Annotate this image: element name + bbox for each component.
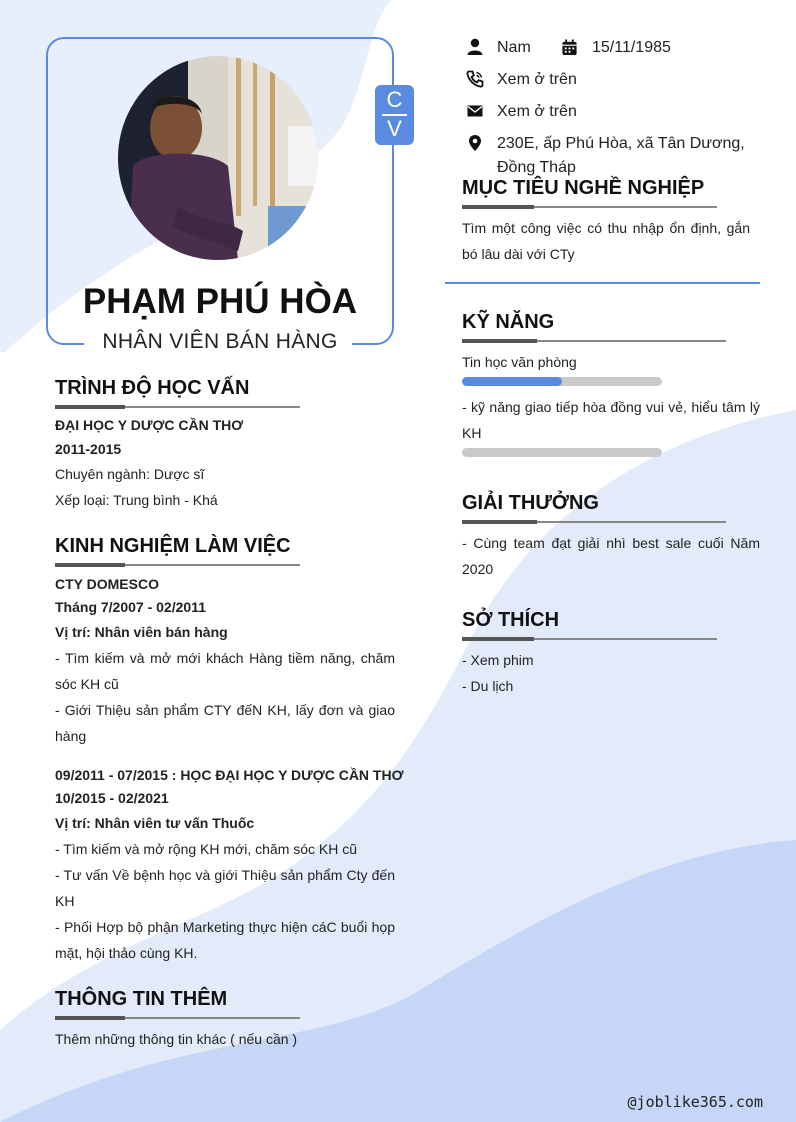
candidate-name: PHẠM PHÚ HÒA [82, 282, 358, 321]
job-1-position: Vị trí: Nhân viên bán hàng [55, 624, 228, 640]
job-2-period: 10/2015 - 02/2021 [55, 790, 169, 806]
additional-title: THÔNG TIN THÊM [55, 988, 228, 1010]
job-2-duty: - Tìm kiếm và mở rộng KH mới, chăm sóc KH cũ [55, 841, 358, 857]
email-value: Xem ở trên [497, 103, 577, 120]
education-period: 2011-2015 [55, 441, 122, 457]
skills-title: KỸ NĂNG [462, 311, 555, 333]
skills-rule-accent [462, 339, 537, 343]
skill-bar-fill [462, 377, 562, 386]
education-major: Chuyên ngành: Dược sĩ [55, 466, 205, 482]
additional-rule-accent [55, 1016, 125, 1020]
job-2-position: Vị trí: Nhân viên tư vấn Thuốc [55, 815, 255, 831]
hobbies-rule-accent [462, 637, 534, 641]
awards-title: GIẢI THƯỞNG [462, 492, 599, 514]
skill-bar [462, 448, 662, 457]
calendar-icon [561, 39, 578, 56]
job-2-company: 09/2011 - 07/2015 : HỌC ĐẠI HỌC Y DƯỢC CẦN THƠ [55, 767, 404, 783]
address-line-1: 230E, ấp Phú Hòa, xã Tân Dương, [497, 135, 745, 152]
candidate-role: NHÂN VIÊN BÁN HÀNG [102, 330, 338, 353]
hobbies-title: SỞ THÍCH [462, 609, 560, 631]
cv-badge [375, 85, 414, 145]
skill-label: Tin học văn phòng [462, 354, 577, 370]
objective-rule-accent [462, 205, 534, 209]
footer-watermark: @joblike365.com [627, 1093, 763, 1111]
job-2-duty: - Tư vấn Về bệnh học và giới Thiệu sản phẩm Cty đến KH [55, 867, 395, 909]
location-pin-icon [466, 134, 484, 152]
birthday-value: 15/11/1985 [592, 39, 671, 56]
job-1-duty: - Giới Thiệu sản phẩm CTY đếN KH, lấy đơn và giao hàng [55, 702, 395, 744]
skill-label: - kỹ năng giao tiếp hòa đồng vui vẻ, hiểu tâm lý KH [462, 399, 760, 441]
avatar [118, 56, 318, 260]
job-1-period: Tháng 7/2007 - 02/2011 [55, 599, 206, 615]
cv-badge-v: V [387, 116, 402, 141]
hobby-item: - Du lịch [462, 678, 514, 694]
skill-bar [462, 377, 662, 386]
cv-badge-c: C [386, 87, 403, 112]
phone-value: Xem ở trên [497, 71, 577, 88]
additional-text: Thêm những thông tin khác ( nếu cần ) [55, 1031, 298, 1047]
avatar-photo [118, 56, 318, 260]
education-title: TRÌNH ĐỘ HỌC VẤN [55, 377, 250, 399]
user-icon [466, 38, 484, 56]
section-divider [445, 282, 760, 284]
objective-title: MỤC TIÊU NGHỀ NGHIỆP [462, 177, 705, 199]
education-grade: Xếp loại: Trung bình - Khá [55, 492, 218, 508]
objective-text: Tìm một công việc có thu nhập ổn định, gắn bó lâu dài với CTy [462, 220, 750, 262]
experience-rule-accent [55, 563, 125, 567]
job-1-duty: - Tìm kiếm và mở mới khách Hàng tiềm năng, chăm sóc KH cũ [55, 650, 395, 692]
experience-title: KINH NGHIỆM LÀM VIỆC [55, 535, 291, 557]
hobby-item: - Xem phim [462, 652, 534, 668]
envelope-icon [466, 102, 484, 120]
job-1-company: CTY DOMESCO [55, 576, 159, 592]
job-2-duty: - Phối Hợp bộ phận Marketing thực hiện cáC buổi họp mặt, hội thảo cùng KH. [55, 919, 395, 961]
address-line-2: Đồng Tháp [497, 159, 576, 176]
phone-icon [466, 70, 484, 88]
education-rule-accent [55, 405, 125, 409]
awards-text: - Cùng team đạt giải nhì best sale cuối Năm 2020 [462, 535, 760, 577]
gender-value: Nam [497, 39, 531, 56]
education-school: ĐẠI HỌC Y DƯỢC CẦN THƠ [55, 417, 244, 433]
awards-rule-accent [462, 520, 537, 524]
